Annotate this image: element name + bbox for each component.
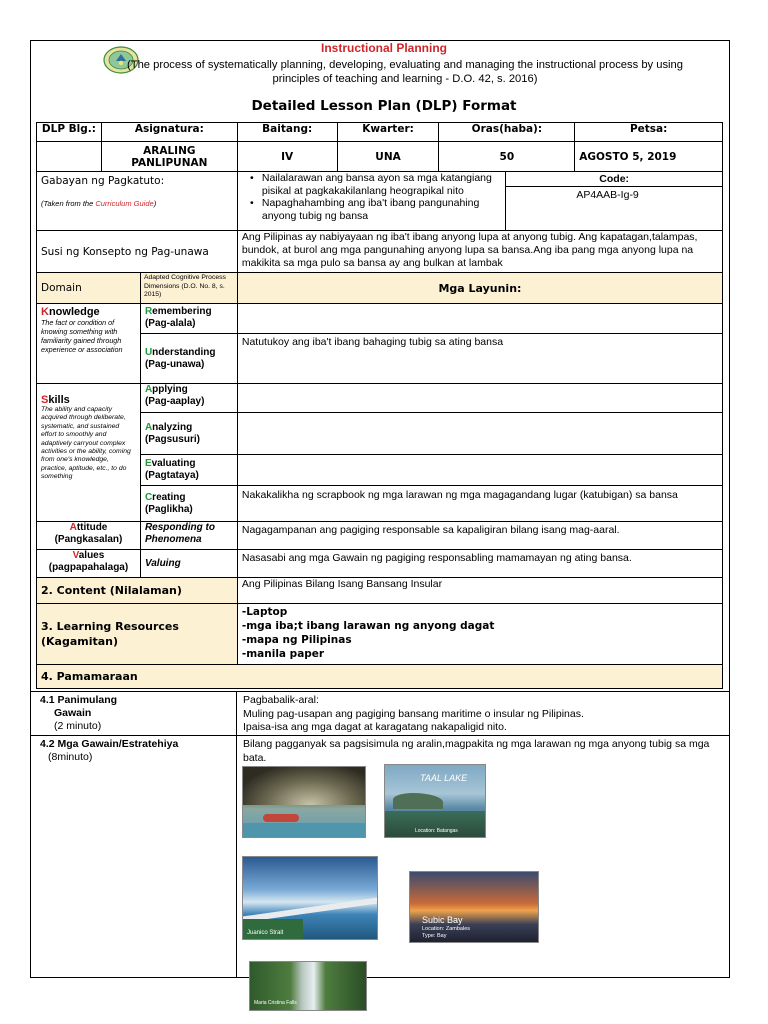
panimula-title-1: 4.1 Panimulang	[40, 694, 118, 706]
values-rest: alues	[78, 550, 105, 561]
gabayan-bullet-2: • Napaghahambing ang iba't ibang pangunahing anyong tubig ng bansa	[242, 197, 501, 222]
instructional-planning-description: (The process of systematically planning, developing, evaluating and managing the instructional process by using principles of teaching and learning - D.O. 42, s. 2016)	[127, 59, 683, 85]
analyzing-sub: (Pagsusuri)	[144, 433, 200, 445]
info-value-dlp	[37, 142, 102, 172]
content-label: 2. Content (Nilalaman)	[37, 578, 238, 604]
info-value-asignatura: ARALING PANLIPUNAN	[101, 142, 237, 172]
code-label: Code:	[506, 172, 722, 187]
evaluating-title	[145, 458, 233, 470]
remembering-cell	[140, 304, 237, 334]
attitude-objective: Nagagampanan ang pagiging responsable sa kapaligiran bilang isang mag-aaral.	[237, 522, 722, 550]
panimula-label	[40, 694, 117, 733]
gabayan-label: Gabayan ng Pagkatuto:	[41, 175, 165, 187]
remembering-initial: R	[144, 306, 153, 317]
analyzing-initial: A	[144, 421, 153, 433]
gawain-minutes: (8minuto)	[48, 751, 93, 763]
attitude-initial: A	[69, 522, 77, 533]
susi-text: Ang Pilipinas ay nabiyayaan ng iba't ibang anyong lupa at anyong tubig. Ang kapatagan,talampas, bundok, at burol ang mga pangunahing anyong lupa sa bansa.Ang iba pang mga anyong lupa na makikita sa mga pulo sa bansa ay ang bulkan at lambak	[237, 231, 722, 273]
gabayan-bullet-1: • Nailalarawan ang bansa ayon sa mga katangiang pisikal at pagkakakilanlang heograpikal nito	[242, 172, 501, 197]
knowledge-rest: nowledge	[48, 306, 100, 318]
susi-label: Susi ng Konsepto ng Pag-unawa	[37, 231, 238, 273]
applying-initial: A	[144, 384, 153, 395]
applying-cell	[140, 384, 237, 413]
gabayan-note	[41, 199, 233, 208]
panimula-title-2: Gawain	[54, 707, 92, 719]
domain-header: Domain	[37, 273, 141, 304]
taal-lake-caption: TAAL LAKE	[420, 773, 468, 783]
info-header-dlp: DLP Blg.:	[37, 123, 102, 142]
understanding-cell	[140, 334, 237, 384]
knowledge-cell	[37, 304, 141, 384]
analyzing-title	[145, 422, 233, 434]
gabayan-bullet-2-text: Napaghahambing ang iba't ibang pangunahing anyong tubig ng bansa	[261, 197, 480, 222]
evaluating-cell	[140, 455, 237, 486]
panimula-line-3: Ipaisa-isa ang mga dagat at karagatang nakapaligid nito.	[243, 721, 507, 733]
evaluating-objective	[237, 455, 722, 486]
skills-cell	[37, 384, 141, 522]
info-header-asignatura: Asignatura:	[101, 123, 237, 142]
creating-rest: reating	[152, 491, 186, 503]
code-cell	[506, 172, 723, 231]
waterfall-photo-icon	[249, 961, 367, 1011]
creating-sub: (Paglikha)	[144, 503, 193, 515]
curriculum-guide-link: Curriculum Guide	[95, 199, 154, 208]
subic-bay-type: Type: Bay	[422, 933, 447, 939]
taal-lake-photo-icon	[384, 764, 486, 838]
analyzing-rest: nalyzing	[152, 421, 193, 433]
gabayan-cell	[37, 172, 238, 231]
knowledge-desc: The fact or condition of knowing something with familiarity gained through experience or association	[41, 318, 123, 354]
info-value-petsa: AGOSTO 5, 2019	[575, 142, 723, 172]
content-value: Ang Pilipinas Bilang Isang Bansang Insular	[237, 578, 722, 604]
attitude-cell	[37, 522, 141, 550]
knowledge-title	[41, 306, 136, 318]
dlp-format-title: Detailed Lesson Plan (DLP) Format	[251, 98, 517, 114]
lesson-info-table	[36, 122, 723, 172]
analyzing-objective	[237, 413, 722, 455]
taal-lake-subcaption: Location: Batangas	[415, 828, 458, 834]
procedure-divider	[30, 691, 730, 692]
creating-objective: Nakakalikha ng scrapbook ng mga larawan ng mga magagandang lugar (katubigan) sa bansa	[237, 486, 722, 522]
creating-title	[145, 492, 233, 504]
gabayan-bullets	[237, 172, 505, 231]
gawain-title: 4.2 Mga Gawain/Estratehiya	[40, 738, 179, 750]
gabayan-bullet-1-text: Nailalarawan ang bansa ayon sa mga katangiang pisikal at pagkakakilanlang heograpikal nito	[261, 172, 492, 197]
attitude-rest: ttitude	[76, 522, 108, 533]
bridge-sea-caption: Juanico Strait	[247, 930, 284, 936]
cave-river-photo-icon	[242, 766, 366, 838]
procedure-row-divider	[30, 735, 730, 736]
values-sub: (pagpapahalaga)	[48, 562, 129, 573]
remembering-sub: (Pag-alala)	[144, 318, 196, 329]
panimula-text	[243, 694, 584, 735]
remembering-title	[145, 306, 233, 318]
subic-bay-caption: Subic Bay	[422, 915, 463, 925]
panimula-minutes: (2 minuto)	[54, 720, 102, 732]
analyzing-cell	[140, 413, 237, 455]
understanding-rest: nderstanding	[152, 346, 216, 358]
understanding-objective: Natutukoy ang iba't ibang bahaging tubig sa ating bansa	[237, 334, 722, 384]
applying-rest: pplying	[152, 384, 188, 395]
subic-bay-location: Location: Zambales	[422, 926, 470, 932]
acpd-header: Adapted Cognitive Process Dimensions (D.O. No. 8, s. 2015)	[140, 273, 237, 304]
panimula-line-1: Pagbabalik-aral:	[243, 694, 319, 706]
gabayan-note-suffix: )	[153, 199, 157, 208]
bridge-sea-photo-icon	[242, 856, 378, 940]
resources-label: 3. Learning Resources (Kagamitan)	[37, 604, 238, 665]
skills-initial: S	[41, 394, 49, 406]
info-header-oras: Oras(haba):	[439, 123, 575, 142]
values-initial: V	[72, 550, 79, 561]
resource-item: -manila paper	[241, 648, 325, 660]
code-value: AP4AAB-Ig-9	[576, 189, 639, 201]
creating-initial: C	[144, 491, 153, 503]
info-header-petsa: Petsa:	[575, 123, 723, 142]
applying-title	[145, 384, 233, 396]
layunin-header: Mga Layunin:	[237, 273, 722, 304]
pamamaraan-label: 4. Pamamaraan	[37, 665, 723, 689]
attitude-title	[41, 522, 136, 534]
evaluating-sub: (Pagtataya)	[144, 470, 199, 481]
understanding-title	[145, 347, 233, 359]
attitude-sub: (Pangkasalan)	[54, 534, 123, 545]
values-cell	[37, 550, 141, 578]
gawain-text: Bilang pagganyak sa pagsisimula ng aralin,magpakita ng mga larawan ng mga anyong tubig sa mga bata.	[243, 738, 710, 764]
info-header-kwarter: Kwarter:	[337, 123, 439, 142]
resource-item: -mga iba;t ibang larawan ng anyong dagat	[241, 620, 495, 632]
instructional-planning-title: Instructional Planning	[320, 41, 447, 55]
info-value-oras: 50	[439, 142, 575, 172]
creating-cell	[140, 486, 237, 522]
objectives-table	[36, 171, 723, 689]
applying-sub: (Pag-aaplay)	[144, 396, 205, 407]
resources-list	[237, 604, 722, 665]
resource-item: -mapa ng Pilipinas	[241, 634, 352, 646]
evaluating-rest: valuating	[151, 458, 196, 469]
info-header-baitang: Baitang:	[237, 123, 337, 142]
gawain-label	[40, 738, 178, 764]
evaluating-initial: E	[144, 458, 152, 469]
remembering-objective	[237, 304, 722, 334]
sunset-bay-photo-icon	[409, 871, 539, 943]
understanding-sub: (Pag-unawa)	[144, 358, 205, 370]
gabayan-note-prefix: (Taken from the	[41, 199, 96, 208]
waterfall-caption: Maria Cristina Falls	[254, 1000, 297, 1006]
skills-desc: The ability and capacity acquired through deliberate, systematic, and sustained effort to smoothly and adaptively carryout complex activities or the ability, coming from one's knowledge, practice, aptitude, etc., to do something	[41, 406, 131, 481]
knowledge-initial: K	[41, 306, 49, 318]
procedure-column-divider	[236, 691, 237, 978]
applying-objective	[237, 384, 722, 413]
skills-rest: kills	[48, 394, 70, 406]
attitude-process: Responding to Phenomena	[140, 522, 237, 550]
info-value-baitang: IV	[237, 142, 337, 172]
skills-title	[41, 394, 136, 406]
values-objective: Nasasabi ang mga Gawain ng pagiging responsabling mamamayan ng ating bansa.	[237, 550, 722, 578]
values-title	[41, 550, 136, 562]
panimula-line-2: Muling pag-usapan ang pagiging bansang maritime o insular ng Pilipinas.	[243, 707, 584, 720]
values-process: Valuing	[140, 550, 237, 578]
understanding-initial: U	[144, 346, 153, 358]
remembering-rest: emembering	[152, 306, 212, 317]
resource-item: -Laptop	[241, 606, 288, 618]
info-value-kwarter: UNA	[337, 142, 439, 172]
